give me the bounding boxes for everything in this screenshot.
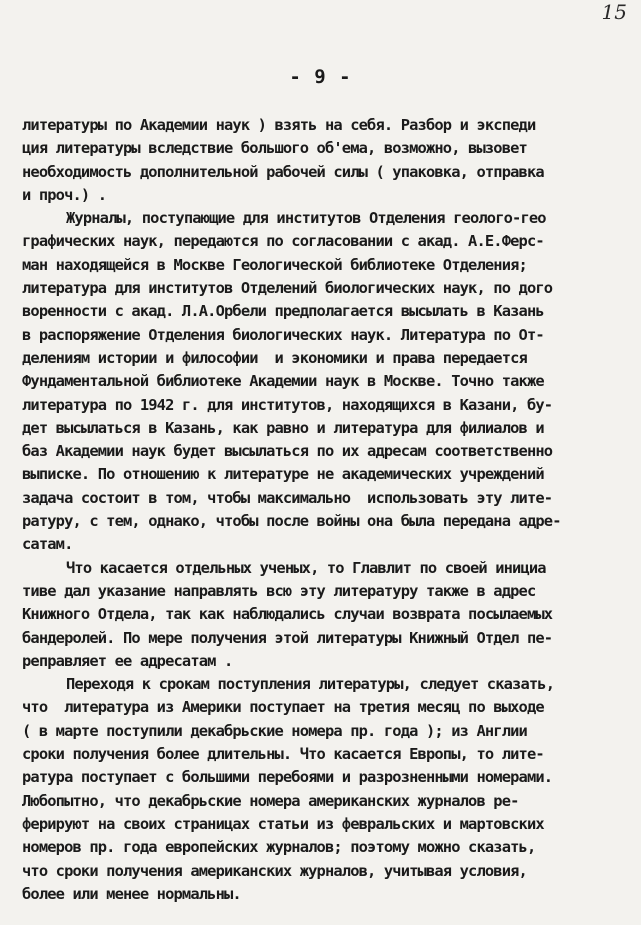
text-line: номеров пр. года европейских журналов; поэтому можно сказать, bbox=[22, 838, 536, 857]
text-line: ( в марте поступили декабрьские номера пр. года ); из Англии bbox=[22, 721, 527, 740]
text-line: в распоряжение Отделения биологических наук. Литература по От- bbox=[22, 325, 544, 344]
text-line: и проч.) . bbox=[22, 185, 107, 204]
text-line: Фундаментальной библиотеке Академии наук в Москве. Точно также bbox=[22, 372, 544, 391]
text-line: бандеролей. По мере получения этой литературы Книжный Отдел пе- bbox=[22, 628, 553, 647]
text-line: ман находящейся в Москве Геологической библиотеке Отделения; bbox=[22, 255, 527, 274]
text-line: реправляет ее адресатам . bbox=[22, 651, 233, 670]
text-line: что сроки получения американских журналов, учитывая условия, bbox=[22, 861, 527, 880]
body-text bbox=[22, 114, 634, 906]
text-line: необходимость дополнительной рабочей силы ( упаковка, отправка bbox=[22, 162, 544, 181]
text-line: воренности с акад. Л.А.Орбели предполагается высылать в Казань bbox=[22, 302, 544, 321]
text-line: ратуру, с тем, однако, чтобы после войны она была передана адре- bbox=[22, 512, 561, 531]
paragraph bbox=[22, 673, 634, 906]
text-line: ция литературы вследствие большого об'ема, возможно, вызовет bbox=[22, 139, 527, 158]
text-line: делениям истории и философии и экономики и права передается bbox=[22, 348, 527, 367]
text-line: баз Академии наук будет высылаться по их адресам соответственно bbox=[22, 442, 553, 461]
text-line: сроки получения более длительны. Что касается Европы, то лите- bbox=[22, 745, 544, 764]
paragraph bbox=[22, 114, 634, 207]
text-line: сатам. bbox=[22, 535, 73, 554]
text-line: Любопытно, что декабрьские номера американских журналов ре- bbox=[22, 791, 519, 810]
text-line: Журналы, поступающие для институтов Отделения геолого-гео bbox=[66, 209, 546, 228]
text-line: литература по 1942 г. для институтов, находящихся в Казани, бу- bbox=[22, 395, 553, 414]
page-number: - 9 - bbox=[289, 66, 352, 88]
text-line: тиве дал указание направлять всю эту литературу также в адрес bbox=[22, 581, 536, 600]
text-line: графических наук, передаются по согласовании с акад. А.Е.Ферс- bbox=[22, 232, 544, 251]
paragraph bbox=[22, 557, 634, 673]
archive-sheet-number: 15 bbox=[601, 0, 627, 24]
text-line: Переходя к срокам поступления литературы, следует сказать, bbox=[66, 675, 555, 694]
text-line: Что касается отдельных ученых, то Главлит по своей инициа bbox=[66, 558, 546, 577]
paragraph bbox=[22, 207, 634, 556]
text-line: дет высылаться в Казань, как равно и литература для филиалов и bbox=[22, 418, 544, 437]
text-line: Книжного Отдела, так как наблюдались случаи возврата посылаемых bbox=[22, 605, 553, 624]
text-line: литературы по Академии наук ) взять на себя. Разбор и экспеди bbox=[22, 116, 536, 134]
text-line: ратура поступает с большими перебоями и разрозненными номерами. bbox=[22, 768, 553, 787]
text-line: задача состоит в том, чтобы максимально использовать эту лите- bbox=[22, 488, 553, 507]
text-line: ферируют на своих страницах статьи из февральских и мартовских bbox=[22, 814, 544, 833]
text-line: литература для институтов Отделений биологических наук, по дого bbox=[22, 279, 553, 298]
text-line: более или менее нормальны. bbox=[22, 884, 241, 903]
text-line: выписке. По отношению к литературе не академических учреждений bbox=[22, 465, 544, 484]
text-line: что литература из Америки поступает на третия месяц по выходе bbox=[22, 698, 544, 717]
